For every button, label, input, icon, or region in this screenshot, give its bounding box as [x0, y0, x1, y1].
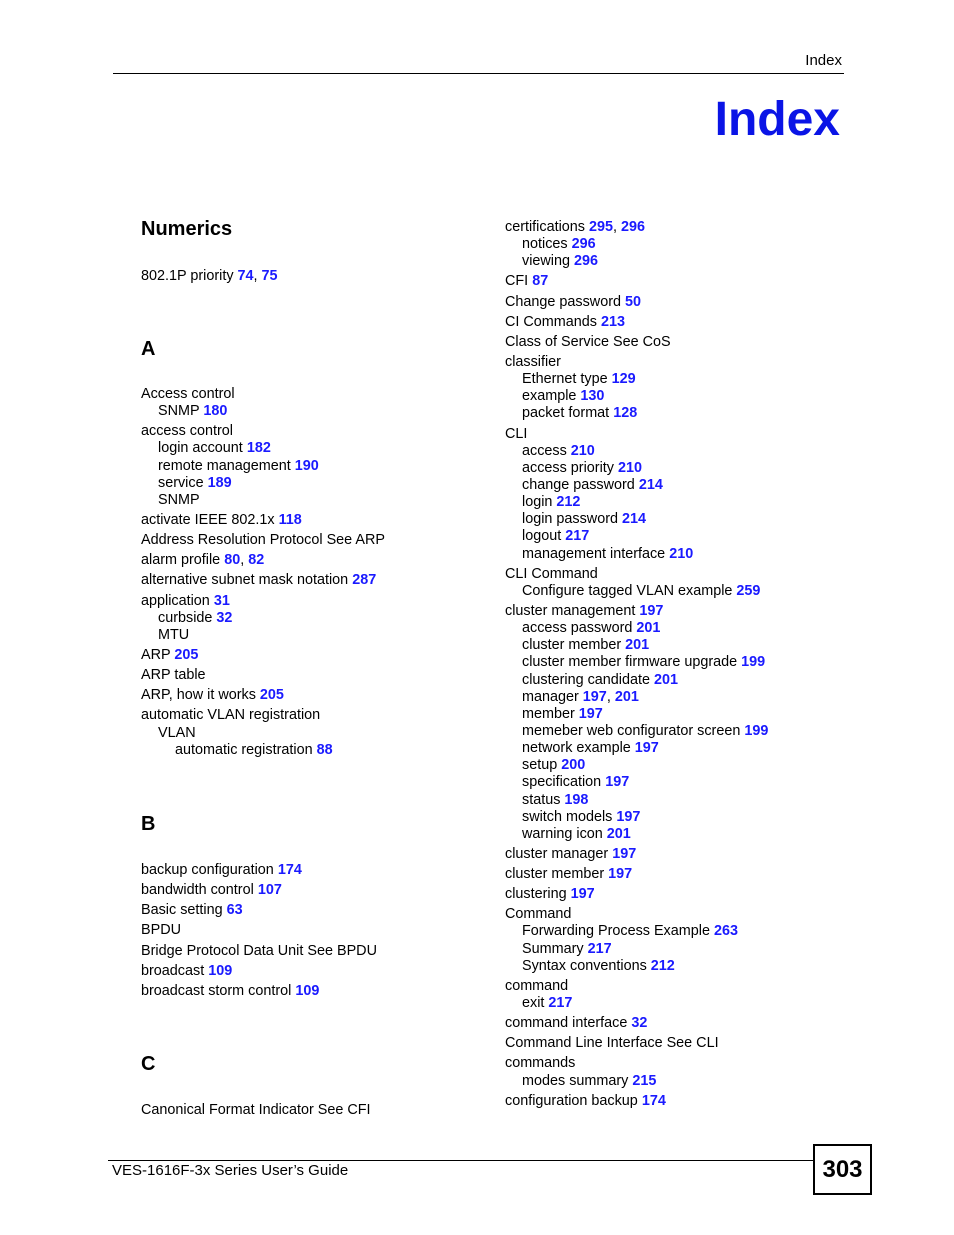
index-entry: Change password 50	[505, 293, 642, 310]
index-entry: CLI Command	[505, 565, 598, 582]
page-link[interactable]: 210	[669, 545, 694, 562]
index-entry: Command Line Interface See CLI	[505, 1035, 719, 1052]
index-entry: bandwidth control 107	[141, 882, 282, 899]
index-subentry: access password 201	[522, 620, 661, 637]
section-heading-c: C	[141, 1053, 156, 1075]
page-link[interactable]: 214	[622, 511, 647, 528]
index-entry: Class of Service See CoS	[505, 333, 671, 350]
index-subentry: management interface 210	[522, 545, 694, 562]
page-link[interactable]: 197	[634, 740, 659, 757]
index-entry: 802.1P priority 74, 75	[141, 268, 278, 284]
footer-guide-title: VES-1616F-3x Series User’s Guide	[112, 1162, 349, 1179]
index-entry: CLI	[505, 425, 528, 442]
entries-numerics	[141, 268, 278, 285]
index-entry: commands	[505, 1055, 576, 1072]
index-subentry: cluster member firmware upgrade 199	[522, 654, 766, 671]
page-link[interactable]: 180	[203, 403, 228, 420]
page-link[interactable]: 197	[605, 774, 630, 791]
index-subentry: viewing 296	[522, 253, 599, 270]
page-link[interactable]: 82	[248, 552, 265, 569]
page-link[interactable]: 217	[548, 995, 573, 1012]
index-entry: cluster management 197	[505, 602, 664, 619]
page-link[interactable]: 87	[532, 273, 549, 290]
page-number: 303	[813, 1144, 872, 1195]
index-entry: Address Resolution Protocol See ARP	[141, 532, 385, 549]
index-entry: access control	[141, 423, 233, 440]
page-link[interactable]: 75	[261, 268, 278, 284]
index-subentry: access priority 210	[522, 459, 642, 476]
index-entry: ARP table	[141, 667, 206, 684]
page-link[interactable]: 80	[224, 552, 241, 569]
page-link[interactable]: 197	[639, 602, 664, 619]
page-link[interactable]: 217	[565, 528, 590, 545]
page-link[interactable]: 32	[216, 609, 233, 626]
index-subentry: example 130	[522, 388, 605, 405]
page-link[interactable]: 201	[625, 637, 650, 654]
index-subentry: change password 214	[522, 476, 663, 493]
page-link[interactable]: 50	[625, 293, 642, 310]
index-subentry: clustering candidate 201	[522, 671, 679, 688]
index-subentry: manager 197, 201	[522, 688, 639, 705]
entries-a	[141, 386, 385, 759]
page-link[interactable]: 201	[606, 825, 631, 842]
index-subentry: Syntax conventions 212	[522, 957, 675, 974]
section-heading-a: A	[141, 338, 156, 360]
page-link[interactable]: 197	[582, 688, 607, 705]
page-link[interactable]: 212	[650, 957, 675, 974]
index-subentry: SNMP 180	[158, 403, 228, 420]
page-link[interactable]: 296	[621, 219, 646, 235]
index-subentry: modes summary 215	[522, 1072, 657, 1089]
index-subentry: notices 296	[522, 236, 596, 253]
page-link[interactable]: 201	[654, 671, 679, 688]
page-link[interactable]: 109	[295, 982, 320, 999]
page-link[interactable]: 213	[600, 313, 625, 330]
page-link[interactable]: 197	[570, 886, 595, 903]
index-entry: ARP 205	[141, 646, 199, 663]
page-link[interactable]: 259	[736, 582, 761, 599]
page-link[interactable]: 107	[257, 882, 282, 899]
index-subentry: cluster member 201	[522, 637, 650, 654]
index-subentry: warning icon 201	[522, 825, 631, 842]
page-link[interactable]: 217	[587, 940, 612, 957]
index-entry: BPDU	[141, 922, 181, 939]
page-link[interactable]: 109	[208, 962, 233, 979]
index-entry: Command	[505, 906, 572, 923]
index-subentry: network example 197	[522, 740, 659, 757]
running-header: Index	[805, 52, 842, 69]
index-subentry: VLAN	[158, 724, 196, 741]
page-link[interactable]: 210	[617, 459, 642, 476]
index-subentry: Summary 217	[522, 940, 612, 957]
entries-c	[141, 1102, 371, 1119]
page-link[interactable]: 199	[744, 722, 769, 739]
page-link[interactable]: 201	[614, 688, 639, 705]
page-link[interactable]: 296	[574, 253, 599, 270]
page-link[interactable]: 197	[578, 705, 603, 722]
index-subentry: switch models 197	[522, 808, 641, 825]
index-entry: application 31	[141, 592, 230, 609]
footer-rule	[108, 1160, 814, 1161]
index-entry: certifications 295, 296	[505, 219, 646, 235]
page-link[interactable]: 88	[316, 741, 333, 758]
index-subsubentry: automatic registration 88	[175, 741, 333, 758]
index-subentry: memeber web configurator screen 199	[522, 722, 769, 739]
page-link[interactable]: 63	[226, 902, 243, 919]
index-subentry: MTU	[158, 626, 190, 643]
page-link[interactable]: 129	[611, 371, 636, 388]
index-entry: Bridge Protocol Data Unit See BPDU	[141, 942, 377, 959]
entries-right	[505, 219, 768, 1110]
index-subentry: Configure tagged VLAN example 259	[522, 582, 761, 599]
page-link[interactable]: 174	[641, 1092, 666, 1109]
page-link[interactable]: 197	[612, 845, 637, 862]
index-subentry: service 189	[158, 474, 232, 491]
index-entry: command	[505, 977, 569, 994]
index-subentry: access 210	[522, 442, 595, 459]
page-link[interactable]: 205	[174, 646, 199, 663]
index-subentry: login password 214	[522, 511, 647, 528]
index-subentry: Forwarding Process Example 263	[522, 923, 738, 940]
index-entry: Canonical Format Indicator See CFI	[141, 1102, 371, 1118]
page-link[interactable]: 210	[570, 442, 595, 459]
index-entry: automatic VLAN registration	[141, 707, 321, 724]
page-link[interactable]: 212	[556, 494, 581, 511]
page-link[interactable]: 295	[588, 219, 613, 235]
index-subentry: login 212	[522, 494, 581, 511]
page-link[interactable]: 205	[259, 687, 284, 704]
index-entry: command interface 32	[505, 1015, 648, 1032]
page-link[interactable]: 197	[608, 866, 633, 883]
page-link[interactable]: 31	[213, 592, 230, 609]
index-subentry: SNMP	[158, 491, 200, 508]
index-entry: activate IEEE 802.1x 118	[141, 511, 302, 528]
index-subentry: Ethernet type 129	[522, 371, 636, 388]
index-entry: configuration backup 174	[505, 1092, 666, 1109]
section-heading-numerics: Numerics	[141, 218, 233, 240]
index-entry: alarm profile 80, 82	[141, 552, 265, 569]
index-subentry: packet format 128	[522, 405, 638, 422]
page-link[interactable]: 190	[294, 457, 319, 474]
page-link[interactable]: 287	[352, 572, 377, 589]
index-entry: alternative subnet mask notation 287	[141, 572, 377, 589]
page-link[interactable]: 198	[564, 791, 589, 808]
index-subentry: logout 217	[522, 528, 590, 545]
page-link[interactable]: 130	[580, 388, 605, 405]
index-subentry: status 198	[522, 791, 589, 808]
index-entry: backup configuration 174	[141, 862, 302, 878]
index-subentry: login account 182	[158, 440, 271, 457]
page-link[interactable]: 197	[616, 808, 641, 825]
entries-b	[141, 862, 377, 1000]
page-link[interactable]: 199	[741, 654, 766, 671]
page-link[interactable]: 174	[277, 862, 302, 878]
page-link[interactable]: 296	[571, 236, 596, 253]
page-link[interactable]: 189	[207, 474, 232, 491]
index-entry: cluster member 197	[505, 866, 633, 883]
page-link[interactable]: 182	[246, 440, 271, 457]
index-subentry: specification 197	[522, 774, 630, 791]
index-entry: Access control	[141, 386, 235, 402]
page-link[interactable]: 74	[237, 268, 254, 284]
index-entry: cluster manager 197	[505, 845, 637, 862]
page-link[interactable]: 263	[713, 923, 738, 940]
index-entry: CFI 87	[505, 273, 549, 290]
index-subentry: curbside 32	[158, 609, 233, 626]
index-entry: clustering 197	[505, 886, 595, 903]
index-entry: ARP, how it works 205	[141, 687, 284, 704]
header-rule	[113, 73, 844, 74]
page-link[interactable]: 128	[613, 405, 638, 422]
index-subentry: remote management 190	[158, 457, 319, 474]
page-link[interactable]: 214	[638, 476, 663, 493]
index-entry: Basic setting 63	[141, 902, 243, 919]
page-link[interactable]: 201	[636, 620, 661, 637]
page-link[interactable]: 32	[631, 1015, 648, 1032]
index-entry: CI Commands 213	[505, 313, 625, 330]
index-subentry: exit 217	[522, 995, 573, 1012]
page-link[interactable]: 215	[632, 1072, 657, 1089]
page-title: Index	[714, 93, 840, 146]
index-entry: classifier	[505, 353, 561, 370]
page-link[interactable]: 118	[278, 511, 302, 528]
index-subentry: member 197	[522, 705, 603, 722]
index-entry: broadcast 109	[141, 962, 233, 979]
index-entry: broadcast storm control 109	[141, 982, 320, 999]
page-link[interactable]: 200	[561, 757, 586, 774]
index-subentry: setup 200	[522, 757, 586, 774]
section-heading-b: B	[141, 813, 156, 835]
